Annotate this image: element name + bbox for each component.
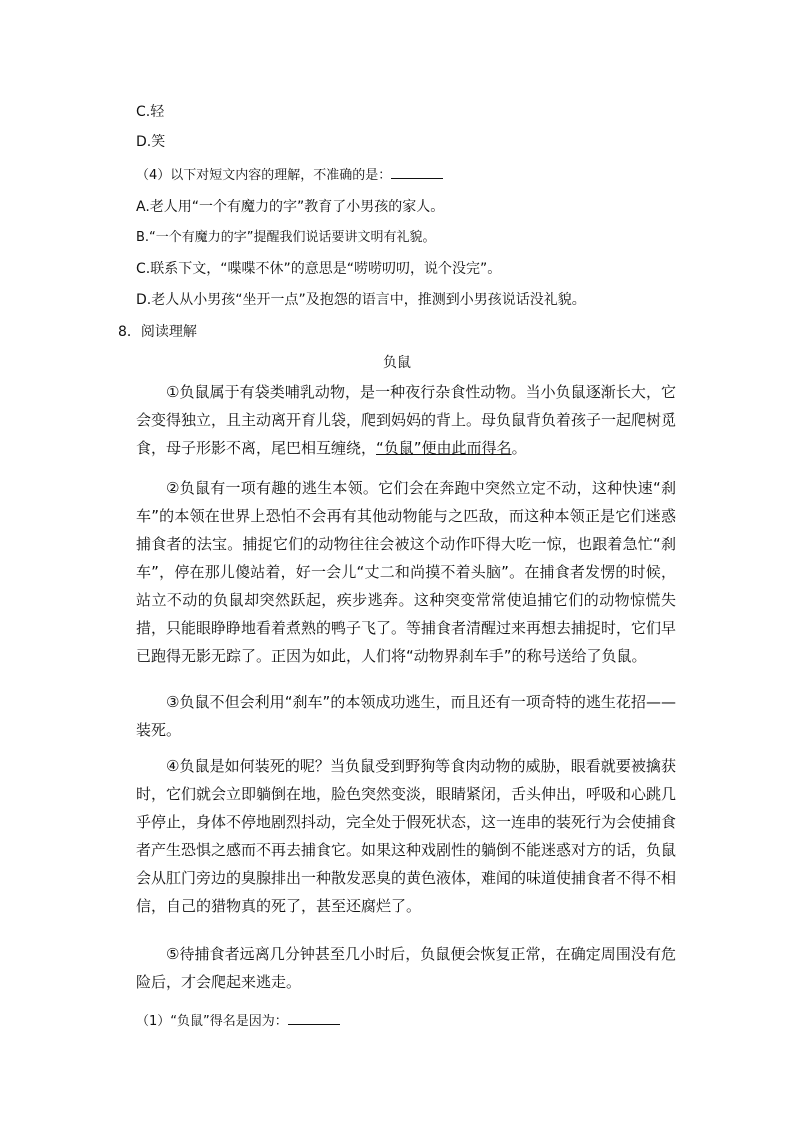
paragraph-1-underlined: “负鼠”便由此而得名 [376, 439, 512, 457]
paragraph-5: ⑤待捕食者远离几分钟甚至几小时后，负鼠便会恢复正常，在确定周围没有危险后，才会爬起来逃走。 [136, 945, 676, 991]
option-d: D.笑 [136, 134, 166, 150]
paragraph-4: ④负鼠是如何装死的呢？当负鼠受到野狗等食肉动物的威胁，眼看就要被擒获时，它们就会立即躺倒在地，脸色突然变淡，眼睛紧闭，舌头伸出，呼吸和心跳几乎停止，身体不停地剧烈抖动，完全处于假死状态，这一连串的装死行为会使捕食者产生恐惧之感而不再去捕食它。如果这种戏剧性的躺倒不能迷惑对方的话，负鼠会从肛门旁边的臭腺排出一种散发恶臭的黄色液体，难闻的味道使捕食者不得不相信，自己的猎物真的死了，甚至还腐烂了。 [136, 757, 677, 915]
paragraph-1-end: 。 [511, 439, 527, 457]
q4-option-a: A.老人用“一个有魔力的字”教育了小男孩的家人。 [136, 199, 445, 215]
section-8-heading: 8．阅读理解 [118, 324, 197, 340]
question-4-prompt: （4）以下对短文内容的理解，不准确的是： [136, 168, 392, 183]
answer-blank[interactable] [288, 1024, 340, 1025]
paragraph-1 [136, 378, 676, 462]
question-1 [136, 1014, 340, 1030]
q4-option-b: B.“一个有魔力的字”提醒我们说话要讲文明有礼貌。 [136, 230, 436, 245]
answer-blank[interactable] [391, 178, 443, 179]
option-c: C.轻 [136, 104, 165, 120]
question-1-prompt: （1）“负鼠”得名是因为： [136, 1014, 288, 1029]
paragraph-1-text: ①负鼠属于有袋类哺乳动物，是一种夜行杂食性动物。当小负鼠逐渐长大，它会变得独立，且主动离开育儿袋，爬到妈妈的背上。母负鼠背负着孩子一起爬树觅食，母子形影不离，尾巴相互缠绕， [136, 383, 677, 457]
article-title: 负鼠 [383, 355, 411, 371]
paragraph-2: ②负鼠有一项有趣的逃生本领。它们会在奔跑中突然立定不动，这种快速“刹车”的本领在世界上恐怕不会再有其他动物能与之匹敌，而这种本领正是它们迷惑捕食者的法宝。捕捉它们的动物往往会被这个动作吓得大吃一惊，也跟着急忙“刹车”，停在那儿傻站着，好一会儿“丈二和尚摸不着头脑”。在捕食者发愣的时候，站立不动的负鼠却突然跃起，疾步逃奔。这种突变常常使追捕它们的动物惊慌失措，只能眼睁睁地看着煮熟的鸭子飞了。等捕食者清醒过来再想去捕捉时，它们早已跑得无影无踪了。正因为如此，人们将“动物界刹车手”的称号送给了负鼠。 [136, 479, 677, 665]
question-4 [136, 168, 443, 184]
q4-option-d: D.老人从小男孩“坐开一点”及抱怨的语言中，推测到小男孩说话没礼貌。 [136, 292, 586, 308]
paragraph-3: ③负鼠不但会利用“刹车”的本领成功逃生，而且还有一项奇特的逃生花招——装死。 [136, 693, 676, 739]
q4-option-c: C.联系下文，“喋喋不休”的意思是“唠唠叨叨，说个没完”。 [136, 261, 502, 277]
